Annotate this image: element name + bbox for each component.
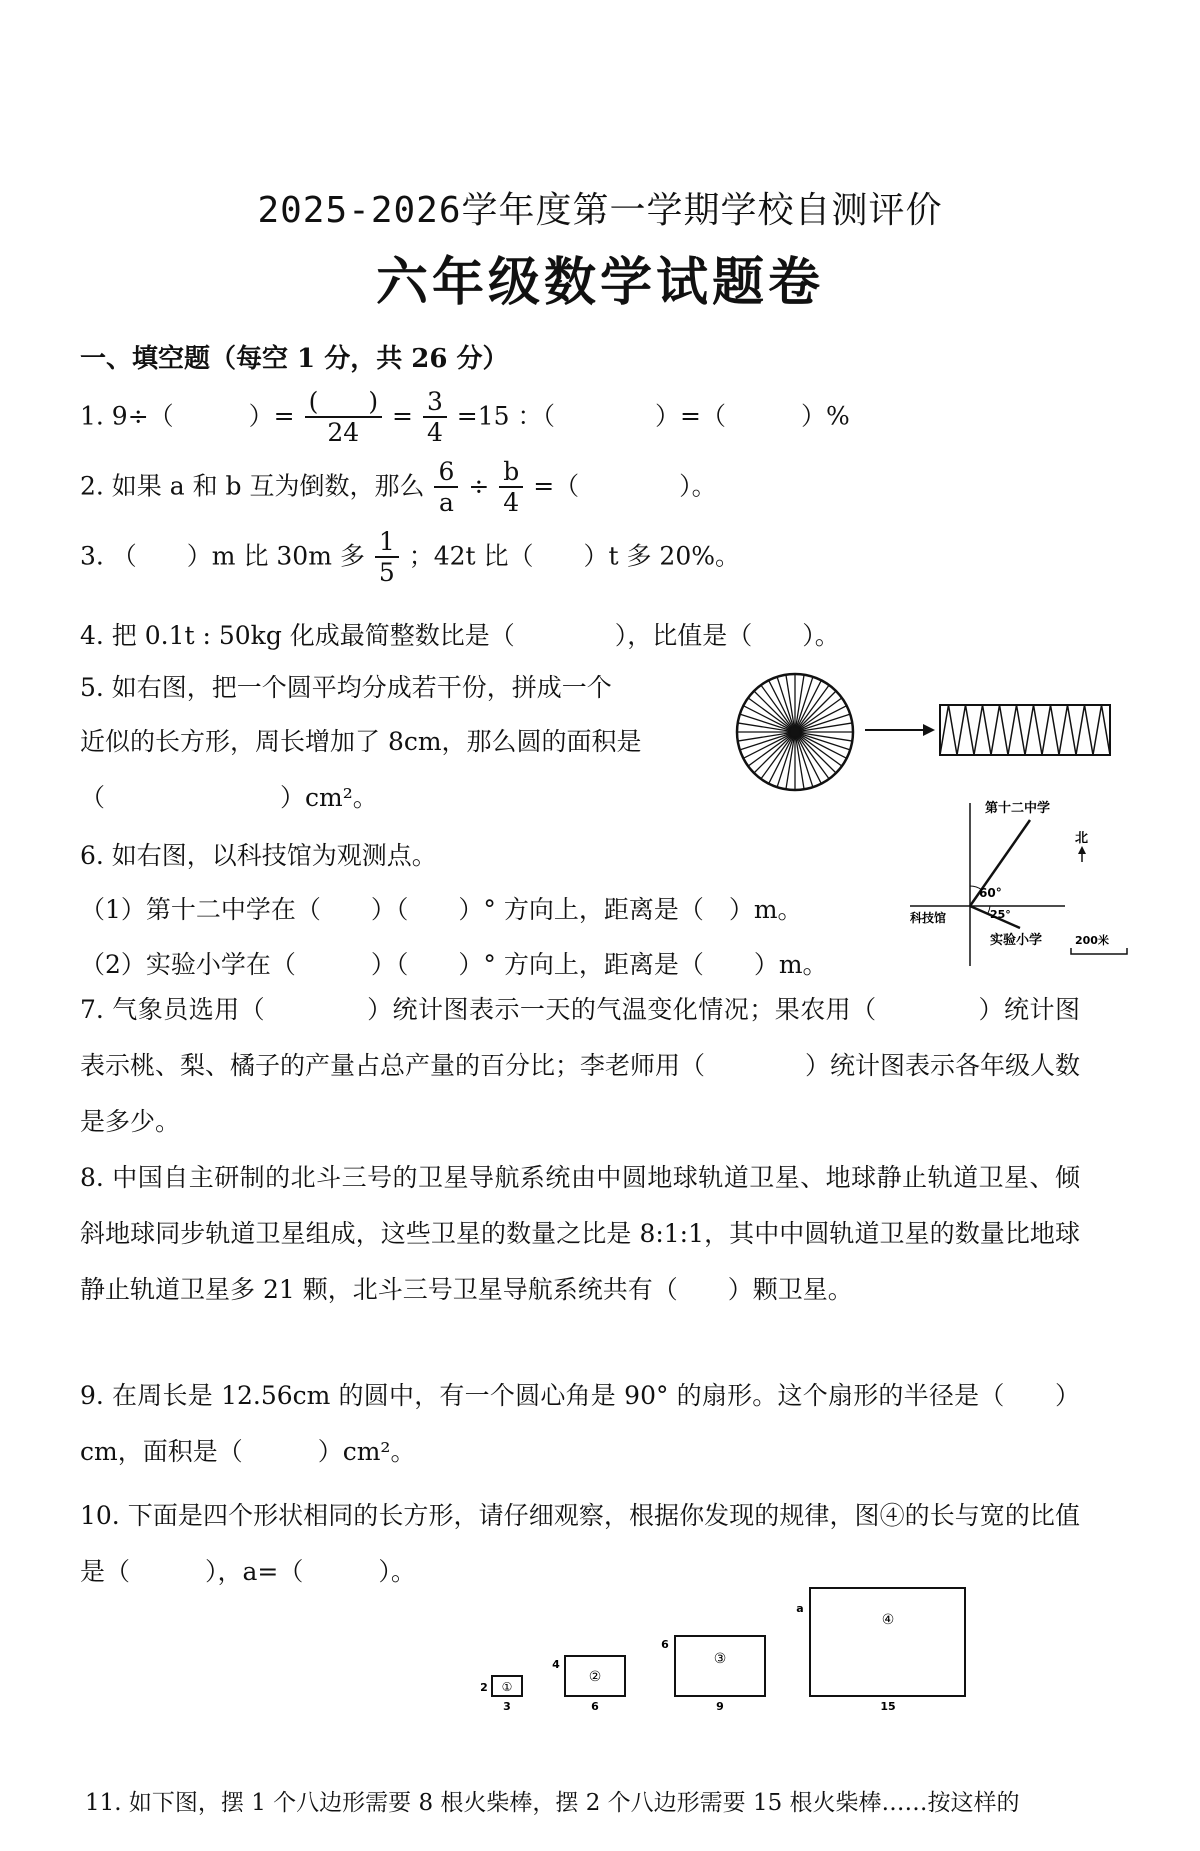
similar-rectangles-figure: [470, 1558, 990, 1718]
question-11: 11. 如下图，摆 1 个八边形需要 8 根火柴棒，摆 2 个八边形需要 15 根火柴棒……按这样的: [85, 1790, 1020, 1816]
question-1: [80, 388, 850, 448]
question-10: 10. 下面是四个形状相同的长方形，请仔细观察，根据你发现的规律，图④的长与宽的比值是（ ），a=（ ）。: [80, 1501, 1080, 1586]
rect3-label: ③: [713, 1651, 727, 1667]
q1-fraction-numerator: ( ): [305, 388, 383, 418]
q2-fraction-1: [434, 458, 458, 518]
question-5-line-3: （ ）cm²。: [80, 783, 378, 812]
rect2-height: 4: [552, 1658, 560, 1671]
q1-fraction-2: [423, 388, 447, 448]
q2-fraction2-numerator: b: [499, 458, 523, 488]
rectangles-svg: [470, 1558, 990, 1718]
circle-to-rectangle-figure: [735, 670, 1115, 810]
question-4: 4. 把 0.1t : 50kg 化成最简整数比是（ ），比值是（ ）。: [80, 621, 840, 650]
label-school-12: 第十二中学: [985, 801, 1051, 816]
label-scale: 200米: [1075, 934, 1109, 947]
q1-fraction: [305, 388, 383, 448]
label-north: 北: [1075, 831, 1089, 846]
direction-map-svg: [905, 798, 1135, 968]
question-3: [80, 528, 740, 588]
q1-fraction2-numerator: 3: [423, 388, 447, 418]
question-6-line-1: 6. 如右图，以科技馆为观测点。: [80, 841, 437, 870]
section-heading-fill-blank: 一、填空题（每空 1 分，共 26 分）: [80, 344, 509, 374]
label-exp-school: 实验小学: [990, 933, 1043, 948]
rect3-height: 6: [661, 1638, 669, 1651]
q1-text-a: 1. 9÷（ ）=: [80, 401, 295, 431]
circle-center: [790, 727, 800, 737]
label-angle-60: 60°: [979, 886, 1002, 900]
question-6-line-3: （2）实验小学在（ ）（ ）° 方向上，距离是（ ）m。: [80, 950, 828, 979]
rect1-label: ①: [501, 1680, 513, 1694]
transform-arrow: [865, 724, 935, 736]
rect3-width: 9: [716, 1700, 724, 1713]
rect4-label: ④: [881, 1612, 895, 1628]
q2-text-b: =（ ）。: [533, 471, 717, 501]
question-5-line-1: 5. 如右图，把一个圆平均分成若干份，拼成一个: [80, 673, 612, 702]
q2-fraction1-denominator: a: [438, 488, 454, 517]
q3-fraction: [375, 528, 399, 588]
exam-subtitle: 六年级数学试题卷: [375, 253, 824, 313]
q2-fraction-2: [499, 458, 523, 518]
exam-header-title: 2025-2026学年度第一学期学校自测评价: [257, 190, 943, 231]
rectangle-4: [810, 1588, 965, 1696]
q1-fraction-denominator: 24: [327, 418, 360, 447]
q3-fraction-numerator: 1: [375, 528, 399, 558]
q2-fraction2-denominator: 4: [503, 488, 520, 517]
q3-fraction-denominator: 5: [378, 558, 395, 587]
q3-text-b: ；42t 比（ ）t 多 20%。: [408, 541, 740, 571]
approx-rectangle: [940, 705, 1110, 755]
label-museum: 科技馆: [910, 911, 947, 925]
q1-equals: =: [392, 401, 413, 431]
q1-fraction2-denominator: 4: [426, 418, 443, 447]
rect2-label: ②: [588, 1669, 602, 1685]
rect4-height: a: [796, 1602, 804, 1615]
question-7: 7. 气象员选用（ ）统计图表示一天的气温变化情况；果农用（ ）统计图表示桃、梨、橘子的产量占总产量的百分比；李老师用（ ）统计图表示各年级人数是多少。: [80, 995, 1081, 1136]
north-arrow-icon: [1078, 846, 1086, 854]
question-8: 8. 中国自主研制的北斗三号的卫星导航系统由中圆地球轨道卫星、地球静止轨道卫星、倾斜地球同步轨道卫星组成，这些卫星的数量之比是 8:1:1，其中中圆轨道卫星的数量比地球静止轨道卫星多 21 颗，北斗三号卫星导航系统共有（ ）颗卫星。: [80, 1163, 1080, 1304]
question-9: 9. 在周长是 12.56cm 的圆中，有一个圆心角是 90° 的扇形。这个扇形的半径是（ ）cm，面积是（ ）cm²。: [80, 1381, 1080, 1466]
rect2-width: 6: [591, 1700, 599, 1713]
rect1-height: 2: [480, 1681, 488, 1694]
scale-bar: [1071, 948, 1127, 954]
sector-circle: [737, 674, 853, 790]
q1-text-b: =15 ：（ ）=（ ）%: [456, 401, 850, 431]
q2-text-a: 2. 如果 a 和 b 互为倒数，那么: [80, 471, 425, 501]
circle-rectangle-svg: [735, 670, 1115, 810]
rect4-width: 15: [880, 1700, 896, 1713]
q3-text-a: 3. （ ）m 比 30m 多: [80, 541, 365, 571]
direction-map-figure: [905, 798, 1135, 968]
question-6-line-2: （1）第十二中学在（ ）（ ）° 方向上，距离是（ ）m。: [80, 895, 803, 924]
q2-fraction1-numerator: 6: [434, 458, 458, 488]
question-5-line-2: 近似的长方形，周长增加了 8cm，那么圆的面积是: [80, 727, 642, 756]
q2-divide: ÷: [468, 471, 490, 501]
question-2: [80, 458, 717, 518]
rect1-width: 3: [503, 1700, 511, 1713]
label-angle-25: 25°: [990, 908, 1011, 921]
